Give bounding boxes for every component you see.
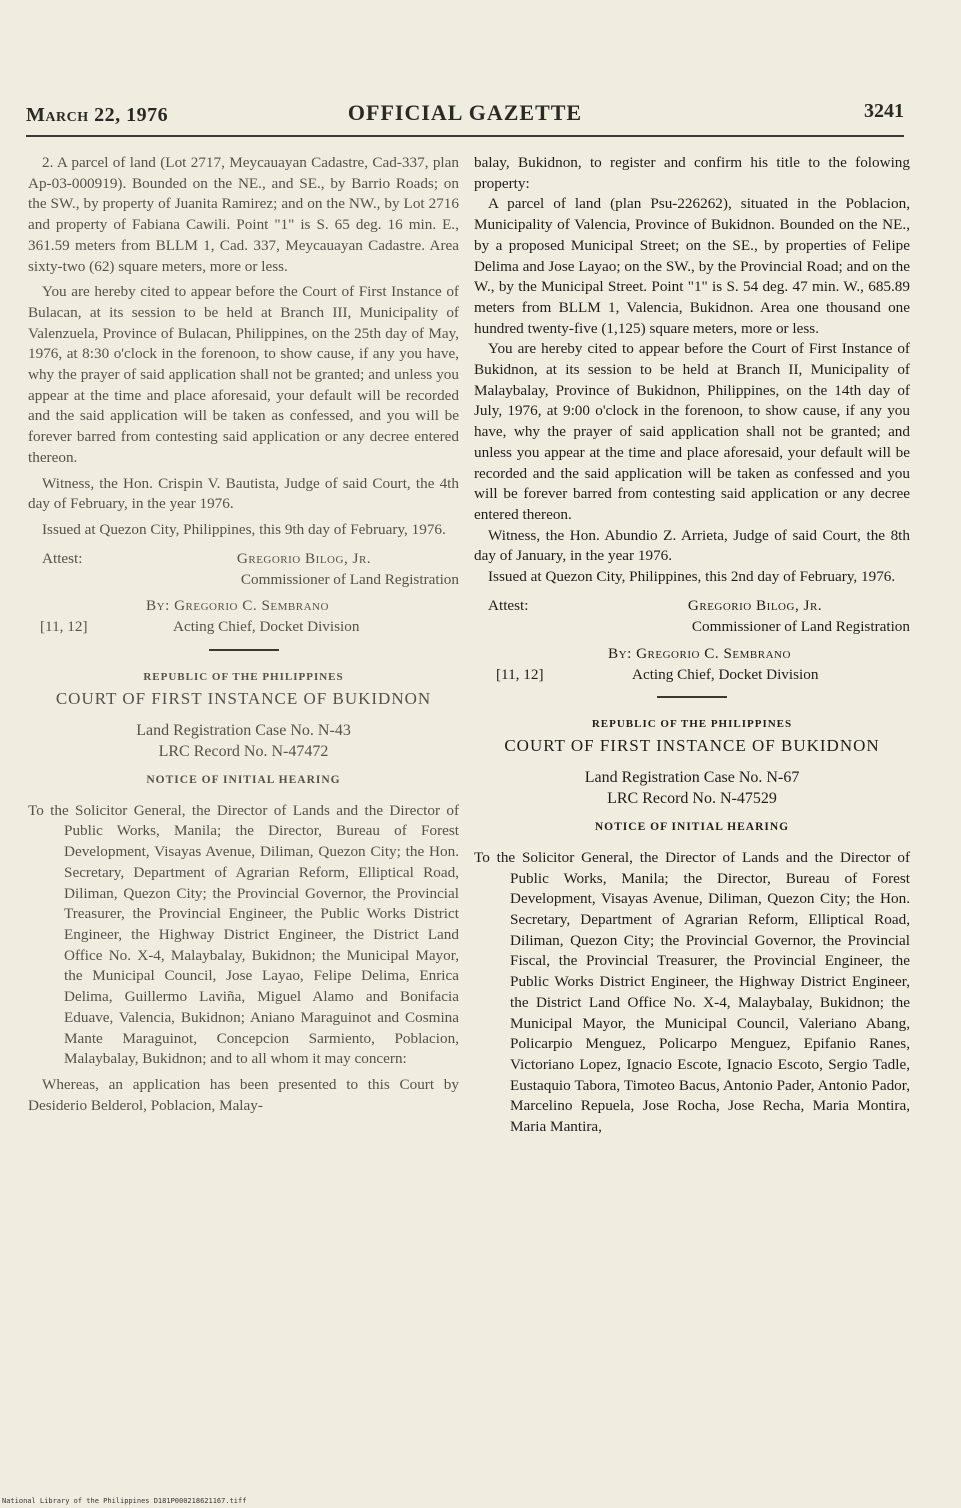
attest-name: Gregorio Bilog, Jr. [236,549,372,567]
signatory-line: By: Gregorio C. Sembrano [146,596,329,614]
citation-paragraph: You are hereby cited to appear before the Court of First Instance of Bulacan, at its session to be held at Branch III, Municipality of Valenzuela, Province of Bulacan, Philippines, on the 25th day of May, 1976, at 8:30 o'clock in the forenoon, to show cause, if any you have, why the prayer of said application shall not be granted; and unless you appear at the time and place aforesaid, your default will be recorded and the said application will be taken as confessed, and you will be forever barred from contesting said application or any decree entered thereon. [28,283,459,466]
case-number: Land Registration Case No. N-43 [136,722,351,740]
publication-title: OFFICIAL GAZETTE [347,100,583,125]
citation-paragraph: You are hereby cited to appear before the Court of First Instance of Bukidnon, at its session to be held at Branch II, Municipality of Malaybalay, Province of Bukidnon, Philippines, on the 14th day of July, 1976, at 9:00 o'clock in the forenoon, to show cause, if any you have, why the prayer of said application shall not be granted; and unless you appear at the time and place aforesaid, your default will be recorded and the said application will be taken as confessed and you will be forever barred from contesting said application or any decree entered thereon. [474,340,910,523]
court-heading: COURT OF FIRST INSTANCE OF BUKIDNON [55,689,432,709]
witness-paragraph: Witness, the Hon. Crispin V. Bautista, Judge of said Court, the 4th day of February, in the year 1976. [28,474,459,513]
scan-footer: National Library of the Philippines D181P000218621167.tiff [2,1497,247,1505]
attest-title: Commissioner of Land Registration [691,617,910,635]
issue-date: March 22, 1976 [26,104,169,126]
case-number: Land Registration Case No. N-67 [584,769,800,787]
attestation-block [474,596,910,682]
application-continuation: balay, Bukidnon, to register and confirm his title to the folowing property: [474,154,910,192]
page-header [26,100,904,130]
republic-heading: REPUBLIC OF THE PHILIPPINES [591,717,793,730]
attestation-block [28,549,459,635]
section-divider [657,696,727,698]
lrc-record-number: LRC Record No. N-47529 [607,790,777,808]
attest-label: Attest: [42,549,83,567]
signatory-line: By: Gregorio C. Sembrano [608,644,791,662]
lrc-record-number: LRC Record No. N-47472 [158,743,329,761]
issue-numbers: [11, 12] [40,617,88,635]
issued-paragraph: Issued at Quezon City, Philippines, this 2nd day of February, 1976. [488,568,896,586]
issued-paragraph: Issued at Quezon City, Philippines, this 9th day of February, 1976. [42,520,446,538]
addressee-list: To the Solicitor General, the Director of Lands and the Director of Public Works, Manila; the Director, Bureau of Forest Development, Visayas Avenue, Diliman, Quezon City; the Hon. Secretary, Department of Agrarian Reform, Elliptical Road, Diliman, Quezon City; the Provincial Governor, the Provincial Fiscal, the Provincial Treasurer, the Provincial Engineer, the Public Works District Engineer, the Highway District Engineer, the District Land Office No. X-4, Malaybalay, Bukidnon; the Municipal Mayor, the Municipal Council, Valeriano Abang, Policarpio Menguez, Policarpo Menguez, Epifanio Ranes, Victoriano Lopez, Ignacio Escote, Ignacio Escoto, Sergio Tadle, Eustaquio Tabora, Timoteo Bacus, Antonio Pader, Antonio Pador, Marcelino Repuela, Jose Rocha, Jose Recha, Maria Montira, Maria Mantira, [474,848,910,1136]
whereas-paragraph: Whereas, an application has been presented to this Court by Desiderio Belderol, Poblacion, Malay- [28,1075,459,1114]
court-heading: COURT OF FIRST INSTANCE OF BUKIDNON [504,736,880,756]
section-divider [209,649,279,651]
header-rule [26,135,904,137]
signatory-title: Acting Chief, Docket Division [632,665,819,683]
issue-numbers: [11, 12] [496,665,544,683]
signatory-title: Acting Chief, Docket Division [173,617,360,635]
attest-title: Commissioner of Land Registration [240,570,459,588]
notice-heading: NOTICE OF INITIAL HEARING [594,821,790,834]
witness-paragraph: Witness, the Hon. Abundio Z. Arrieta, Judge of said Court, the 8th day of January, in the year 1976. [474,526,910,565]
notice-heading: NOTICE OF INITIAL HEARING [146,774,341,787]
addressee-list: To the Solicitor General, the Director of Lands and the Director of Public Works, Manila; the Director, Bureau of Forest Development, Visayas Avenue, Diliman, Quezon City; the Hon. Secretary, Department of Agrarian Reform, Elliptical Road, Diliman, Quezon City; the Provincial Governor, the Provincial Treasurer, the Provincial Engineer, the Public Works District Engineer, the Highway District Engineer, the District Land Office No. X-4, Malaybalay, Bukidnon; the Municipal Mayor, the Municipal Council, Jose Layao, Felipe Delima, Enrica Delima, Guillermo Laviña, Miguel Alamo and Bonifacia Eduave, Valencia, Bukidnon; Aniano Maraguinot and Cosmina Mante Maraguinot, Concepcion Sarmiento, Poblacion, Malaybalay, Bukidnon; and to all whom it may concern: [28,801,459,1068]
page-number: 3241 [864,100,904,122]
attest-name: Gregorio Bilog, Jr. [687,596,823,614]
left-column [28,153,459,1116]
right-column [474,153,910,1138]
republic-heading: REPUBLIC OF THE PHILIPPINES [143,670,344,683]
parcel-description: A parcel of land (plan Psu-226262), situated in the Poblacion, Municipality of Valencia, Province of Bukidnon. Bounded on the NE., by a proposed Municipal Street; on the SE., by properties of Felipe Delima and Jose Layao; on the SW., by the Provincial Road; and on the W., by the Municipal Street. Point "1" is S. 54 deg. 47 min. W., 685.89 meters from BLLM 1, Valencia, Bukidnon. Area one thousand one hundred twenty-five (1,125) square meters, more or less. [474,195,910,337]
attest-label: Attest: [488,596,529,614]
parcel-description: 2. A parcel of land (Lot 2717, Meycauayan Cadastre, Cad-337, plan Ap-03-000919). Bounded on the NE., and SE., by Barrio Roads; on the SW., by property of Juanita Ramirez; and on the NW., by Lot 2716 and property of Fabiana Cawili. Point "1" is S. 65 deg. 16 min. E., 361.59 meters from BLLM 1, Cad. 337, Meycauayan Cadastre. Area sixty-two (62) square meters, more or less. [28,154,459,275]
